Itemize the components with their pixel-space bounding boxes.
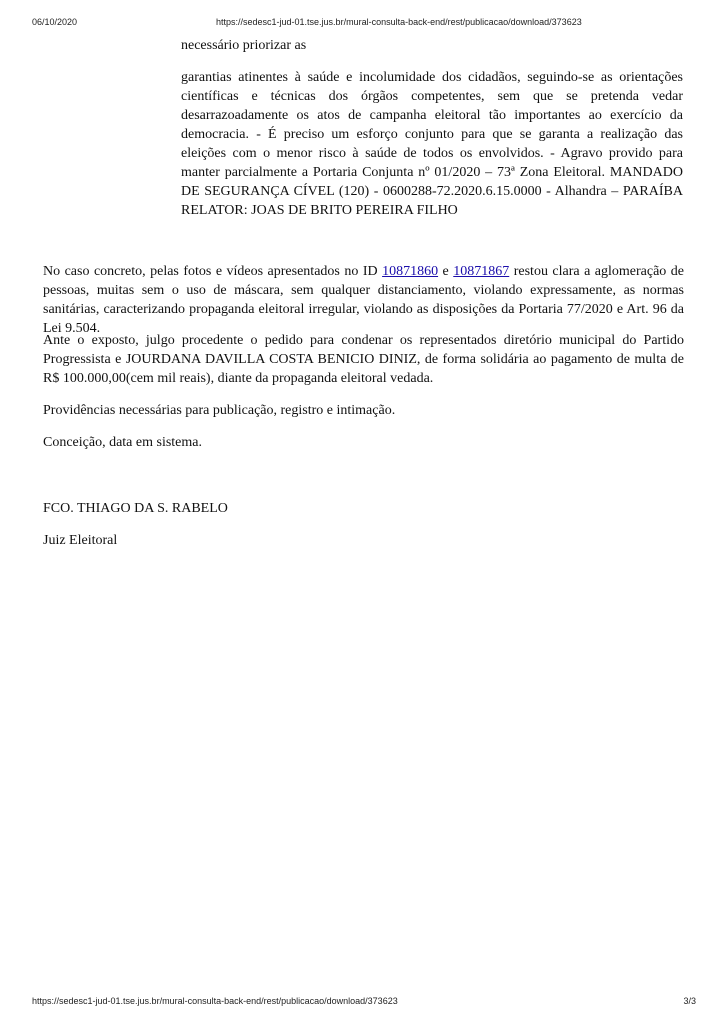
quote-lead-line: necessário priorizar as	[181, 38, 307, 53]
paragraph-ruling: Ante o exposto, julgo procedente o pedido para condenar os representados diretório municipal do Partido Progressista e JOURDANA DAVILLA COSTA BENICIO DINIZ, de forma solidária ao pagamento de multa de R$ 100.000,00(cem mil reais), diante da propaganda eleitoral vedada.	[43, 333, 684, 386]
signature-name: FCO. THIAGO DA S. RABELO	[43, 501, 228, 516]
paragraph-facts-text-before: No caso concreto, pelas fotos e vídeos apresentados no ID	[43, 264, 383, 279]
paragraph-facts	[43, 262, 684, 338]
paragraph-facts-text-after: restou clara a aglomeração de pessoas, muitas sem o uso de máscara, sem qualquer distanciamento, violando expressamente, as normas sanitárias, caracterizando propaganda eleitoral irregular, violando as disposições da Portaria 77/2020 e Art. 96 da Lei 9.504.	[43, 264, 684, 336]
print-footer-page-number: 3/3	[683, 996, 696, 1006]
print-header-url: https://sedesc1-jud-01.tse.jus.br/mural-consulta-back-end/rest/publicacao/download/373623	[216, 17, 582, 27]
print-header-date: 06/10/2020	[32, 17, 78, 27]
print-footer-url: https://sedesc1-jud-01.tse.jus.br/mural-consulta-back-end/rest/publicacao/download/373623	[32, 996, 398, 1006]
signature-title: Juiz Eleitoral	[43, 533, 118, 548]
document-link-10871860[interactable]: 10871860	[382, 264, 439, 279]
paragraph-measures: Providências necessárias para publicação, registro e intimação.	[43, 403, 396, 418]
document-link-10871867[interactable]: 10871867	[453, 264, 510, 279]
paragraph-facts-conjunction: e	[438, 264, 454, 279]
paragraph-place-date: Conceição, data em sistema.	[43, 435, 202, 450]
quoted-jurisprudence: garantias atinentes à saúde e incolumidade dos cidadãos, seguindo-se as orientações científicas e técnicas dos órgãos competentes, sem que se pretenda vedar desarrazoadamente os atos de campanha eleitoral tão importantes ao exercício da democracia. - É preciso um esforço conjunto para que se garanta a realização das eleições com o menor risco à saúde de todos os envolvidos. - Agravo provido para manter parcialmente a Portaria Conjunta nº 01/2020 – 73ª Zona Eleitoral. MANDADO DE SEGURANÇA CÍVEL (120) - 0600288-72.2020.6.15.0000 - Alhandra – PARAÍBA RELATOR: JOAS DE BRITO PEREIRA FILHO	[181, 70, 683, 218]
